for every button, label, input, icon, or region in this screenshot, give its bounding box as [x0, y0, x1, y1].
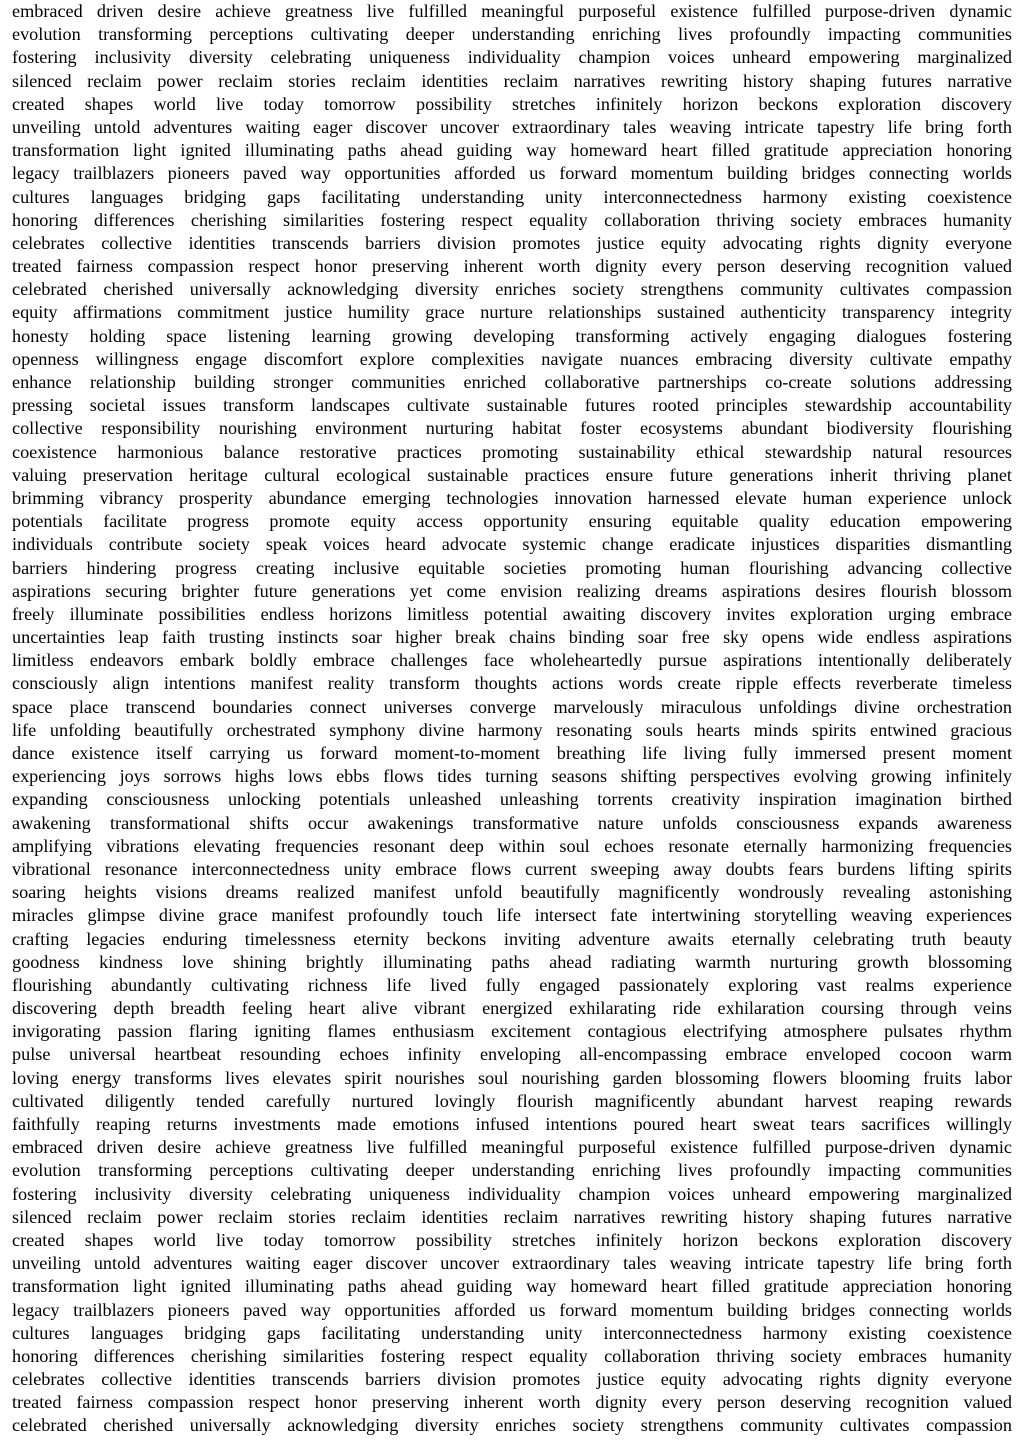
text-line: unveiling untold adventures waiting eager discover uncover extraordinary tales weaving intricate tapestry life bring forth: [12, 116, 1012, 137]
text-line: embraced driven desire achieve greatness live fulfilled meaningful purposeful existence fulfilled purpose-driven dynamic: [12, 1, 1012, 21]
text-line: limitless endeavors embark boldly embrace challenges face wholeheartedly pursue aspirations intentionally deliberately: [12, 650, 1012, 671]
text-line: evolution transforming perceptions cultivating deeper understanding enriching lives profoundly impacting communities: [12, 24, 1012, 45]
text-line: experiencing joys sorrows highs lows ebbs flows tides turning seasons shifting perspectives evolving growing infinitely: [12, 766, 1012, 787]
text-line: awakening transformational shifts occur awakenings transformative nature unfolds consciousness expands awareness: [12, 812, 1012, 833]
text-line: created shapes world live today tomorrow possibility stretches infinitely horizon beckons exploration discovery: [12, 93, 1012, 114]
text-line: celebrates collective identities transcends barriers division promotes justice equity advocating rights dignity everyone: [12, 1369, 1012, 1390]
text-line: legacy trailblazers pioneers paved way opportunities afforded us forward momentum building bridges connecting worlds: [12, 163, 1012, 184]
text-line: loving energy transforms lives elevates spirit nourishes soul nourishing garden blossoming flowers blooming fruits labor: [12, 1067, 1012, 1088]
text-line: embraced driven desire achieve greatness live fulfilled meaningful purposeful existence fulfilled purpose-driven dynamic: [12, 1137, 1012, 1158]
text-line: transformation light ignited illuminating paths ahead guiding way homeward heart filled gratitude appreciation honoring: [12, 1276, 1012, 1297]
text-line: enhance relationship building stronger communities enriched collaborative partnerships co-create solutions addressing: [12, 372, 1012, 392]
text-line: amplifying vibrations elevating frequencies resonant deep within soul echoes resonate eternally harmonizing frequencies: [12, 835, 1012, 856]
text-line: individuals contribute society speak voices heard advocate systemic change eradicate injustices disparities dismantling: [12, 534, 1012, 555]
text-line: freely illuminate possibilities endless horizons limitless potential awaiting discovery invites exploration urging embrace: [12, 603, 1012, 624]
text-line: cultures languages bridging gaps facilitating understanding unity interconnectedness harmony existing coexistence: [12, 1322, 1012, 1343]
text-line: barriers hindering progress creating inclusive equitable societies promoting human flourishing advancing collective: [12, 557, 1012, 578]
text-line: collective responsibility nourishing environment nurturing habitat foster ecosystems abundant biodiversity flourishing: [12, 418, 1012, 439]
text-line: vibrational resonance interconnectedness unity embrace flows current sweeping away doubts fears burdens lifting spirits: [12, 858, 1012, 879]
text-line: celebrated cherished universally acknowledging diversity enriches society strengthens community cultivates compassion: [12, 1415, 1012, 1436]
text-line: fostering inclusivity diversity celebrating uniqueness individuality champion voices unheard empowering marginalized: [12, 1183, 1012, 1204]
text-line: pulse universal heartbeat resounding echoes infinity enveloping all-encompassing embrace enveloped cocoon warm: [12, 1044, 1012, 1065]
text-line: aspirations securing brighter future generations yet come envision realizing dreams aspirations desires flourish blossom: [12, 580, 1012, 601]
text-line: coexistence harmonious balance restorative practices promoting sustainability ethical stewardship natural resources: [12, 441, 1012, 462]
text-line: crafting legacies enduring timelessness eternity beckons inviting adventure awaits eternally celebrating truth beauty: [12, 928, 1012, 949]
text-line: miracles glimpse divine grace manifest profoundly touch life intersect fate intertwining storytelling weaving experiences: [12, 905, 1012, 926]
text-line: flourishing abundantly cultivating richness life lived fully engaged passionately exploring vast realms experience: [12, 974, 1012, 995]
text-line: created shapes world live today tomorrow possibility stretches infinitely horizon beckons exploration discovery: [12, 1229, 1012, 1250]
text-line: honoring differences cherishing similarities fostering respect equality collaboration thriving society embraces humanity: [12, 1345, 1012, 1366]
text-line: soaring heights visions dreams realized manifest unfold beautifully magnificently wondrously revealing astonishing: [12, 882, 1012, 903]
text-line: cultivated diligently tended carefully nurtured lovingly flourish magnificently abundant harvest reaping rewards: [12, 1090, 1012, 1111]
text-line: honesty holding space listening learning growing developing transforming actively engaging dialogues fostering: [12, 325, 1012, 346]
text-line: silenced reclaim power reclaim stories reclaim identities reclaim narratives rewriting history shaping futures narrative: [12, 70, 1012, 91]
text-line: uncertainties leap faith trusting instincts soar higher break chains binding soar free sky opens wide endless aspirations: [12, 627, 1012, 648]
text-line: silenced reclaim power reclaim stories reclaim identities reclaim narratives rewriting history shaping futures narrative: [12, 1206, 1012, 1227]
text-line: life unfolding beautifully orchestrated symphony divine harmony resonating souls hearts minds spirits entwined gracious: [12, 719, 1012, 740]
text-line: dance existence itself carrying us forward moment-to-moment breathing life living fully immersed present moment: [12, 743, 1012, 763]
text-body: [12, 0, 1012, 1438]
text-line: treated fairness compassion respect honor preserving inherent worth dignity every person deserving recognition valued: [12, 1392, 1012, 1413]
text-line: valuing preservation heritage cultural ecological sustainable practices ensure future generations inherit thriving planet: [12, 464, 1012, 485]
text-line: goodness kindness love shining brightly illuminating paths ahead radiating warmth nurturing growth blossoming: [12, 951, 1012, 972]
text-line: consciously align intentions manifest reality transform thoughts actions words create ripple effects reverberate timeless: [12, 673, 1012, 694]
text-line: expanding consciousness unlocking potentials unleashed unleashing torrents creativity inspiration imagination birthed: [12, 789, 1012, 810]
text-line: equity affirmations commitment justice humility grace nurture relationships sustained authenticity transparency integrity: [12, 302, 1012, 323]
text-line: legacy trailblazers pioneers paved way opportunities afforded us forward momentum building bridges connecting worlds: [12, 1299, 1012, 1320]
text-line: potentials facilitate progress promote equity access opportunity ensuring equitable quality education empowering: [12, 511, 1012, 532]
text-line: evolution transforming perceptions cultivating deeper understanding enriching lives profoundly impacting communities: [12, 1160, 1012, 1181]
text-line: transformation light ignited illuminating paths ahead guiding way homeward heart filled gratitude appreciation honoring: [12, 140, 1012, 161]
text-line: invigorating passion flaring igniting flames enthusiasm excitement contagious electrifying atmosphere pulsates rhythm: [12, 1021, 1012, 1042]
text-line: discovering depth breadth feeling heart alive vibrant energized exhilarating ride exhilaration coursing through veins: [12, 998, 1012, 1019]
text-line: brimming vibrancy prosperity abundance emerging technologies innovation harnessed elevate human experience unlock: [12, 487, 1012, 508]
text-line: cultures languages bridging gaps facilitating understanding unity interconnectedness harmony existing coexistence: [12, 186, 1012, 207]
text-line: openness willingness engage discomfort explore complexities navigate nuances embracing diversity cultivate empathy: [12, 348, 1012, 369]
text-line: unveiling untold adventures waiting eager discover uncover extraordinary tales weaving intricate tapestry life bring forth: [12, 1253, 1012, 1274]
text-line: pressing societal issues transform landscapes cultivate sustainable futures rooted principles stewardship accountability: [12, 395, 1012, 416]
text-line: fostering inclusivity diversity celebrating uniqueness individuality champion voices unheard empowering marginalized: [12, 47, 1012, 68]
text-line: honoring differences cherishing similarities fostering respect equality collaboration thriving society embraces humanity: [12, 209, 1012, 230]
text-line: space place transcend boundaries connect universes converge marvelously miraculous unfoldings divine orchestration: [12, 696, 1012, 717]
text-line: celebrates collective identities transcends barriers division promotes justice equity advocating rights dignity everyone: [12, 232, 1012, 253]
text-line: celebrated cherished universally acknowledging diversity enriches society strengthens community cultivates compassion: [12, 279, 1012, 300]
text-line: faithfully reaping returns investments made emotions infused intentions poured heart sweat tears sacrifices willingly: [12, 1114, 1012, 1134]
text-line: treated fairness compassion respect honor preserving inherent worth dignity every person deserving recognition valued: [12, 256, 1012, 277]
